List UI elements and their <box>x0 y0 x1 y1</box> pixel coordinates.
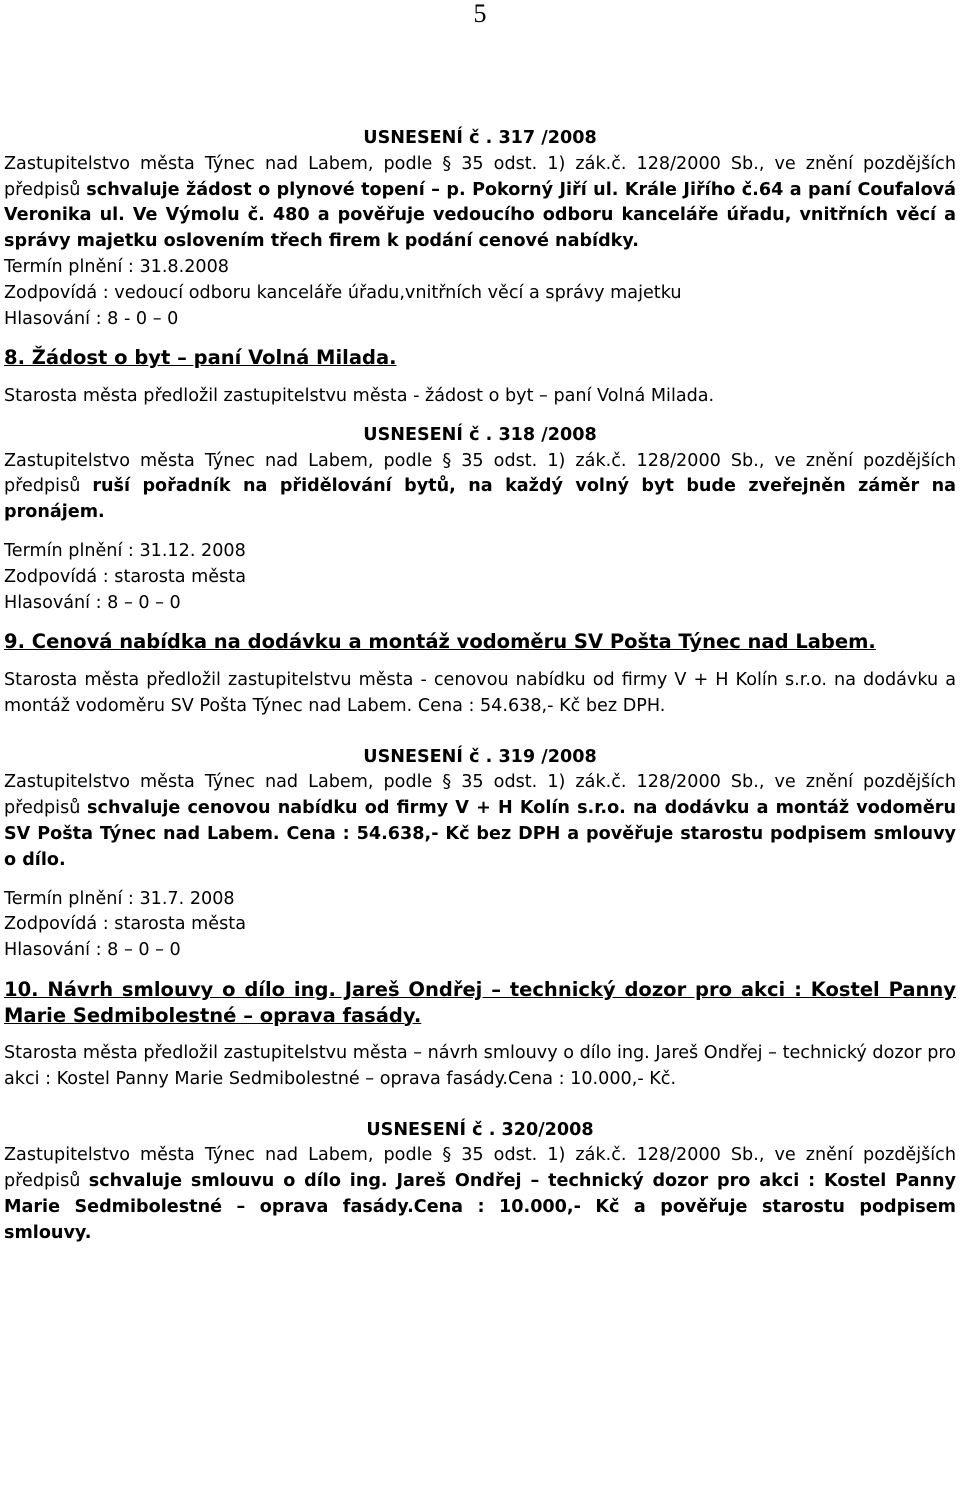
resolution-text <box>4 770 956 873</box>
resolution-decision: schvaluje žádost o plynové topení – p. Pokorný Jiří ul. Krále Jiřího č.64 a paní Coufalová Veronika ul. Ve Výmolu č. 480 a pověřuje vedoucího odboru kanceláře úřadu, vnitřních věcí a správy majetku oslovením třech firem k podání cenové nabídky. <box>4 179 956 252</box>
resolution-320 <box>4 1118 956 1247</box>
resolution-hlasovani: Hlasování : 8 - 0 – 0 <box>4 308 179 329</box>
resolution-intro: Zastupitelstvo města Týnec nad Labem, podle § 35 odst. 1) zák.č. 128/2000 Sb., ve znění pozdějších předpisů <box>4 772 956 819</box>
resolution-319 <box>4 745 956 964</box>
agenda-item-8 <box>4 345 956 409</box>
page-number: 5 <box>473 0 487 28</box>
agenda-heading: 8. Žádost o byt – paní Volná Milada. <box>4 346 397 370</box>
resolution-zodpovida: Zodpovídá : starosta města <box>4 566 246 587</box>
resolution-title: USNESENÍ č . 318 /2008 <box>363 424 597 445</box>
resolution-zodpovida: Zodpovídá : starosta města <box>4 914 246 935</box>
resolution-decision: schvaluje cenovou nabídku od firmy V + H Kolín s.r.o. na dodávku a montáž vodoměru SV Pošta Týnec nad Labem. Cena : 54.638,- Kč bez DPH a pověřuje starostu podpisem smlouvy o dílo. <box>4 798 957 870</box>
resolution-intro: Zastupitelstvo města Týnec nad Labem, podle § 35 odst. 1) zák.č. 128/2000 Sb., ve znění pozdějších předpisů <box>4 1145 956 1192</box>
resolution-termin: Termín plnění : 31.12. 2008 <box>4 540 246 561</box>
resolution-hlasovani: Hlasování : 8 – 0 – 0 <box>4 592 181 613</box>
resolution-317 <box>4 126 956 332</box>
resolution-text <box>4 1143 956 1246</box>
resolution-318 <box>4 423 956 617</box>
resolution-text <box>4 449 956 526</box>
agenda-heading: 9. Cenová nabídka na dodávku a montáž vodoměru SV Pošta Týnec nad Labem. <box>4 630 876 654</box>
resolution-hlasovani: Hlasování : 8 – 0 – 0 <box>4 940 181 961</box>
resolution-intro: Zastupitelstvo města Týnec nad Labem, podle § 35 odst. 1) zák.č. 128/2000 Sb., ve znění pozdějších předpisů <box>4 450 956 497</box>
resolution-termin: Termín plnění : 31.8.2008 <box>4 256 229 277</box>
resolution-termin: Termín plnění : 31.7. 2008 <box>4 888 235 909</box>
resolution-decision: ruší pořadník na přidělování bytů, na každý volný byt bude zveřejněn záměr na pronájem. <box>4 476 957 523</box>
resolution-title: USNESENÍ č . 319 /2008 <box>363 746 597 767</box>
resolution-decision: schvaluje smlouvu o dílo ing. Jareš Ondřej – technický dozor pro akci : Kostel Panny Marie Sedmibolestné – oprava fasády.Cena : 10.000,- Kč a pověřuje starostu podpisem smlouvy. <box>4 1171 956 1243</box>
resolution-intro: Zastupitelstvo města Týnec nad Labem, podle § 35 odst. 1) zák.č. 128/2000 Sb., ve znění pozdějších předpisů <box>4 153 956 200</box>
resolution-zodpovida: Zodpovídá : vedoucí odboru kanceláře úřadu,vnitřních věcí a správy majetku <box>4 282 682 303</box>
agenda-text: Starosta města předložil zastupitelstvu města - cenovou nabídku od firmy V + H Kolín s.r.o. na dodávku a montáž vodoměru SV Pošta Týnec nad Labem. Cena : 54.638,- Kč bez DPH. <box>4 669 956 716</box>
agenda-heading: 10. Návrh smlouvy o dílo ing. Jareš Ondřej – technický dozor pro akci : Kostel Panny Marie Sedmibolestné – oprava fasády. <box>4 977 956 1027</box>
agenda-item-9 <box>4 629 956 719</box>
document-body <box>4 126 956 1247</box>
agenda-item-10 <box>4 977 956 1093</box>
resolution-title: USNESENÍ č . 317 /2008 <box>363 128 597 148</box>
resolution-text <box>4 152 956 255</box>
agenda-text: Starosta města předložil zastupitelstvu města – návrh smlouvy o dílo ing. Jareš Ondřej – technický dozor pro akci : Kostel Panny Marie Sedmibolestné – oprava fasády.Cena : 10.000,- Kč. <box>4 1043 956 1089</box>
agenda-text: Starosta města předložil zastupitelstvu města - žádost o byt – paní Volná Milada. <box>4 385 715 406</box>
resolution-title: USNESENÍ č . 320/2008 <box>366 1119 594 1140</box>
